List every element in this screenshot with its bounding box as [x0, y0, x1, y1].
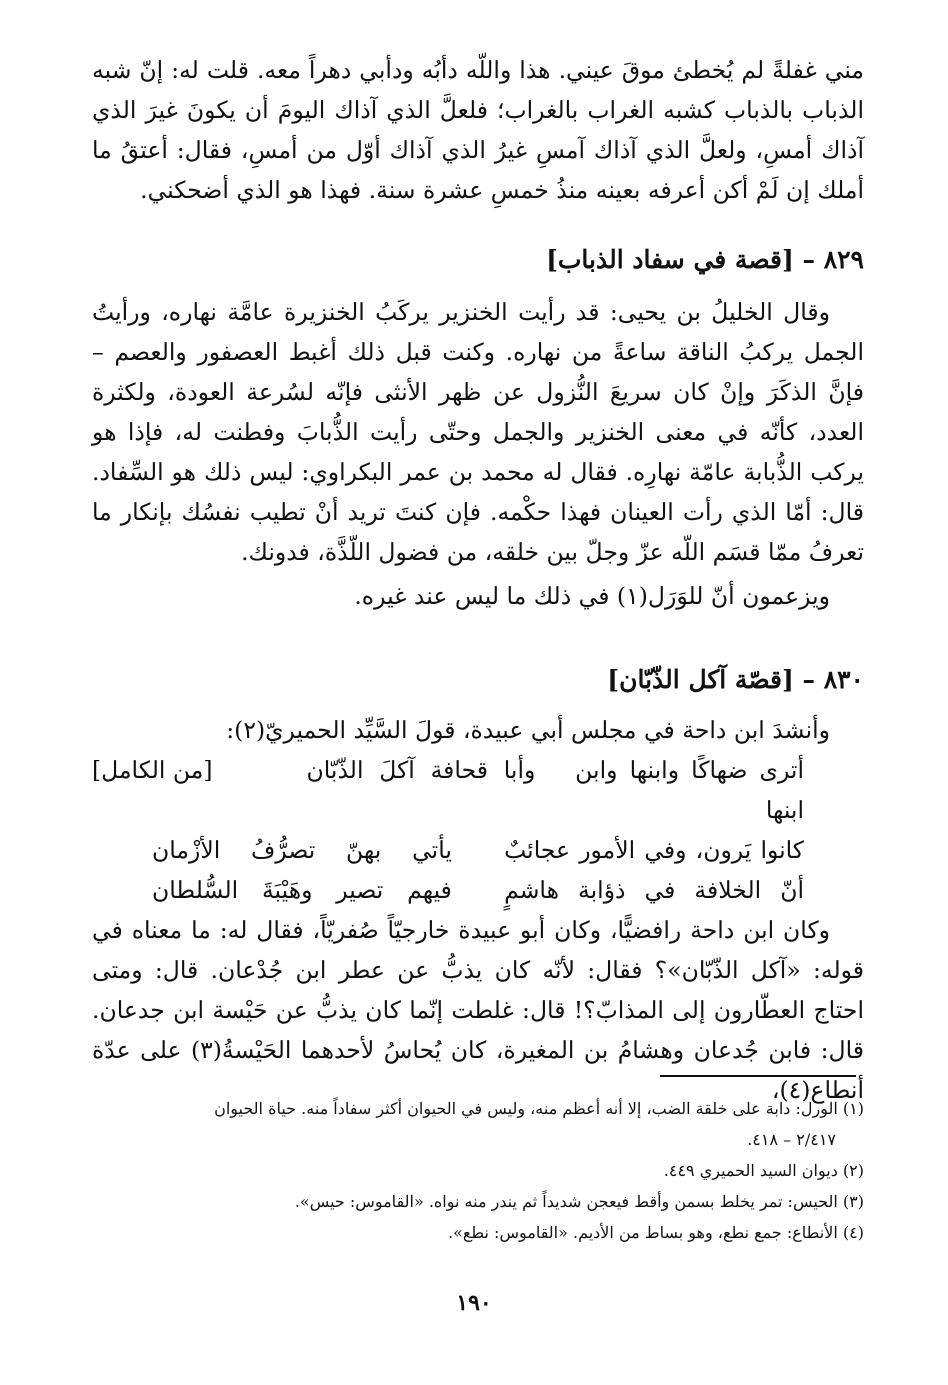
verse-second-hemistich: يأتي بهنّ تصرُّفُ الأزْمان — [152, 836, 452, 864]
text-line: إن لَمْ أكن أعرفه بعينه منذُ خمسِ عشرة سنة. فهذا هو الذي أضحكني. — [140, 176, 810, 204]
footnote-separator — [660, 1075, 856, 1077]
text-line: آذاك أمسِ، ولعلَّ الذي آذاك آمسِ غيرُ الذي آذاك أوّل من أمسِ، فقال: أعتقُ ما أملك — [92, 136, 864, 204]
section-heading: ٨٢٩ – [قصة في سفاد الذباب] — [546, 245, 864, 274]
section-paragraph — [92, 910, 864, 1110]
verse-intro-text: وأنشدَ ابن داحة في مجلس أبي عبيدة، قولَ السَّيِّد الحميريّ(٢): — [226, 716, 830, 744]
footnote-4: (٤) الأنطاع: جمع نطع، وهو بساط من الأديم. «القاموس: نطع». — [448, 1223, 864, 1242]
footnote-1-continuation: ٢/٤١٧ – ٤١٨. — [747, 1130, 836, 1149]
text-line: عزّ وجلّ بين خلقه، من فضول اللّذَّة، فدونك. — [241, 538, 664, 566]
section-830 — [92, 660, 864, 1110]
text-line: قوله: «آكل الذّبّان»؟ فقال: لأنّه كان يذبُّ عن عطر ابن جُدْعان. قال: ومتى احتاج — [92, 956, 864, 1024]
text-line: الجمل يركبُ الناقة ساعةً من نهاره. وكنت قبل ذلك أغبط العصفور والعصم – فإنَّ — [92, 338, 864, 406]
verse-second-hemistich: فيهم تصير وهَيْبَةَ السُّلطان — [152, 876, 452, 904]
verse-first-hemistich: كانوا يَرون، وفي الأمور عجائبٌ — [504, 836, 804, 864]
verse-line — [92, 830, 864, 870]
verse-second-hemistich: وأبا قحافة آكلَ الذّبّان — [306, 756, 536, 784]
section-paragraph-2: ويزعمون أنّ للوَرَل(١) في ذلك ما ليس عند غيره. — [354, 582, 830, 610]
text-line: مني غفلةً لم يُخطئ موقَ عيني. هذا واللّه دأبُه ودأبي دهراً معه. قلت له: إنّ شبه — [92, 56, 864, 84]
text-line: العينان فهذا حكْمه. فإن كنتَ تريد أنْ تطيب نفسُك بإنكار ما تعرفُ ممّا قسَم اللّه — [92, 498, 864, 566]
top-paragraph — [92, 50, 864, 210]
footnote-1: (١) الورل: دابة على خلقة الضب، إلا أنه أعظم منه، وليس في الحيوان أكثر سفاداً منه. حياة الحيوان — [214, 1099, 864, 1118]
text-line: الذكَرَ وإنْ كان سريعَ النُّزول عن ظهر الأنثى فإنّه لسُرعة العودة، ولكثرة العدد، كأنّه — [92, 378, 864, 446]
top-paragraph-block — [92, 50, 864, 210]
text-line: الذباب بالذباب كشبه الغراب بالغراب؛ فلعلَّ الذي آذاك اليومَ أن يكونَ غيرَ الذي — [92, 96, 864, 124]
section-paragraph — [92, 292, 864, 572]
text-line: نهارِه. فقال له محمد بن عمر البكراوي: ليس ذلك هو السِّفاد. قال: أمّا الذي رأت — [92, 458, 864, 526]
text-line: وكان ابن داحة رافضيًّا، وكان أبو عبيدة خارجيّاً صُفريّاً، فقال له: ما معناه في — [92, 916, 830, 944]
footnote-3: (٣) الحيس: تمر يخلط بسمن وأقط فيعجن شديداً ثم يندر منه نواه. «القاموس: حيس». — [294, 1192, 864, 1211]
text-line: العطّارون إلى المذابّ؟! قال: غلطت إنّما كان يذبُّ عن حَيْسة ابن جدعان. قال: — [92, 996, 864, 1064]
page-number: ١٩٠ — [456, 1290, 492, 1316]
text-line: فابن جُدعان وهشامُ بن المغيرة، كان يُحاسُ لأحدهما الحَيْسةُ(٣) على عدّة أنطاع(٤)، — [92, 1036, 864, 1104]
section-heading: ٨٣٠ – [قصّة آكل الذّبّان] — [607, 665, 864, 694]
verse-line — [92, 870, 864, 910]
text-line: في معنى الخنزير والجمل وحتّى رأيت الذُّبابَ وفطنت له، فإذا هو يركب الذُّبابة عامّة — [92, 418, 864, 486]
verse-line — [247, 750, 865, 830]
footnotes — [90, 1093, 864, 1248]
verse-first-hemistich: أنّ الخلافة في ذؤابة هاشمٍ — [504, 876, 804, 904]
section-829 — [92, 240, 864, 616]
text-line: وقال الخليلُ بن يحيى: قد رأيت الخنزير يركَبُ الخنزيرة عامَّة نهاره، ورأيتُ — [92, 298, 830, 326]
poetic-meter: [من الكامل] — [92, 756, 213, 784]
verse-first-hemistich: أترى ضهاكًا وابنها وابن ابنها — [575, 756, 804, 824]
footnote-2: (٢) ديوان السيد الحميري ٤٤٩. — [663, 1161, 864, 1180]
